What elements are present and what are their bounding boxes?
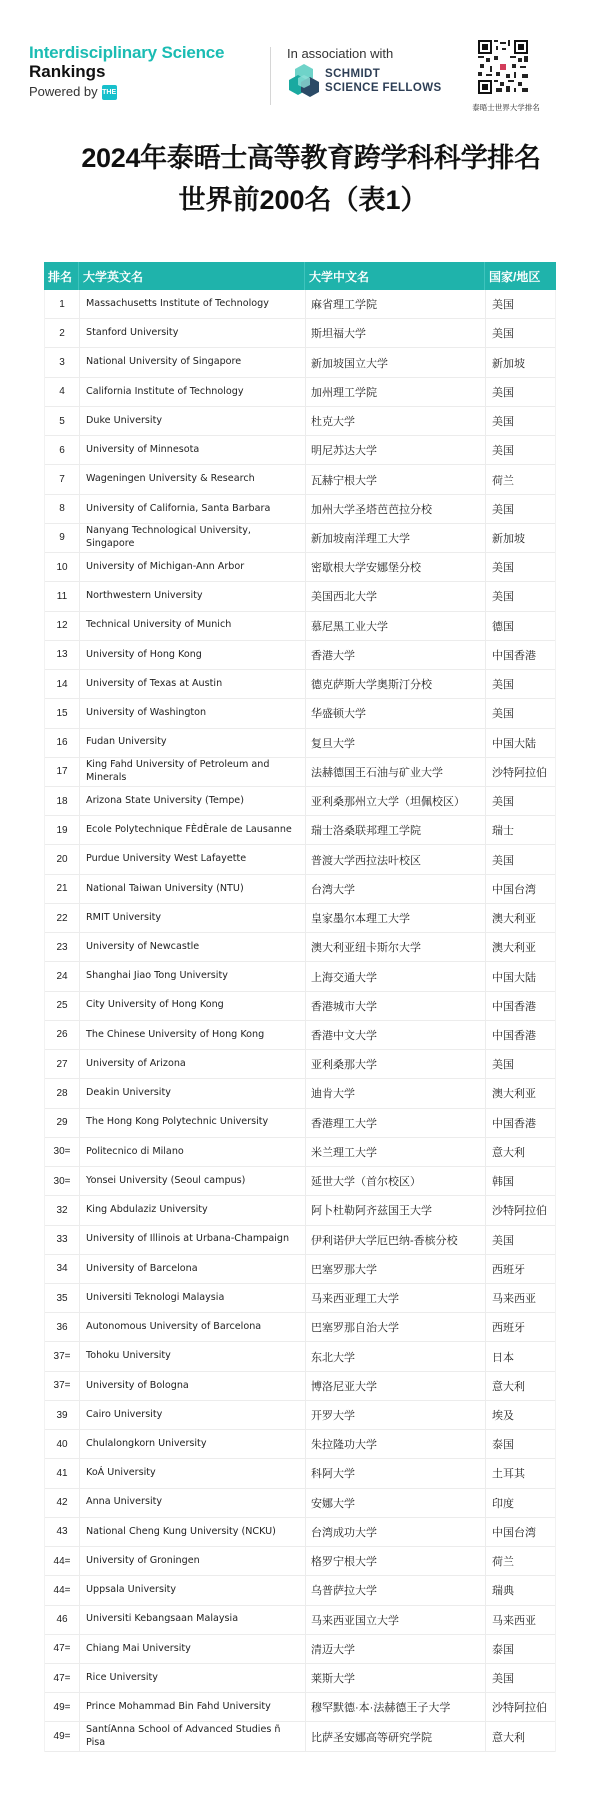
country-cell: 荷兰 (492, 474, 514, 487)
isr-logo (29, 43, 224, 102)
rank-cell: 26 (45, 1021, 80, 1049)
english-name-cell: University of Hong Kong (80, 641, 306, 669)
rank-cell: 37= (45, 1372, 80, 1400)
chinese-name-cell: 上海交通大学 (306, 962, 486, 990)
ssf-line2: SCIENCE FELLOWS (325, 82, 442, 94)
english-name-cell: University of Michigan-Ann Arbor (80, 553, 306, 581)
english-name-cell: University of Newcastle (80, 933, 306, 961)
rank-cell: 10 (45, 553, 80, 581)
rank-cell: 21 (45, 875, 80, 903)
table-row (45, 787, 555, 816)
rank-cell: 20 (45, 845, 80, 873)
hexagon-cubes-icon (289, 63, 319, 99)
chinese-name-cell: 开罗大学 (306, 1401, 486, 1429)
rankings-table (44, 262, 556, 1752)
english-name-cell: University of Washington (80, 699, 306, 727)
table-row (45, 1518, 555, 1547)
rank-cell: 16 (45, 729, 80, 757)
country-cell: 美国 (492, 854, 514, 867)
english-name-cell: Anna University (80, 1489, 306, 1517)
rank-cell: 2 (45, 319, 80, 347)
country-cell: 美国 (492, 796, 514, 809)
header-chinese-name: 大学中文名 (305, 262, 485, 290)
country-cell: 马来西亚 (492, 1614, 536, 1627)
table-row (45, 1547, 555, 1576)
english-name-cell: Cairo University (80, 1401, 306, 1429)
country-cell: 美国 (492, 328, 514, 341)
english-name-cell: RMIT University (80, 904, 306, 932)
chinese-name-cell: 马来西亚国立大学 (306, 1606, 486, 1634)
chinese-name-cell: 比萨圣安娜高等研究学院 (306, 1722, 486, 1750)
isr-title-line1: Interdisciplinary Science (29, 43, 225, 62)
table-row (45, 1693, 555, 1722)
table-row (45, 1196, 555, 1225)
table-row (45, 1635, 555, 1664)
country-cell: 澳大利亚 (492, 1088, 536, 1101)
rank-cell: 15 (45, 699, 80, 727)
table-row (45, 962, 555, 991)
table-body (44, 290, 556, 1752)
english-name-cell: KoÁ University (80, 1459, 306, 1487)
table-row (45, 1255, 555, 1284)
country-cell: 美国 (492, 445, 514, 458)
country-cell: 美国 (492, 562, 514, 575)
country-cell: 瑞典 (492, 1585, 514, 1598)
chinese-name-cell: 加州大学圣塔芭芭拉分校 (306, 495, 486, 523)
rank-cell: 18 (45, 787, 80, 815)
country-cell: 土耳其 (492, 1468, 525, 1481)
table-row (45, 1722, 555, 1751)
chinese-name-cell: 穆罕默德·本·法赫德王子大学 (306, 1693, 486, 1721)
english-name-cell: University of Minnesota (80, 436, 306, 464)
rank-cell: 9 (45, 524, 80, 552)
rank-cell: 28 (45, 1079, 80, 1107)
header-rank: 排名 (44, 262, 79, 290)
chinese-name-cell: 明尼苏达大学 (306, 436, 486, 464)
table-row (45, 729, 555, 758)
country-cell: 日本 (492, 1351, 514, 1364)
country-cell: 中国台湾 (492, 883, 536, 896)
rank-cell: 22 (45, 904, 80, 932)
table-row (45, 1138, 555, 1167)
chinese-name-cell: 东北大学 (306, 1342, 486, 1370)
english-name-cell: SantíAnna School of Advanced Studies ñ Pisa (80, 1722, 306, 1750)
country-cell: 中国香港 (492, 1000, 536, 1013)
table-row (45, 1606, 555, 1635)
rank-cell: 35 (45, 1284, 80, 1312)
english-name-cell: Wageningen University & Research (80, 465, 306, 493)
rank-cell: 29 (45, 1109, 80, 1137)
english-name-cell: National Taiwan University (NTU) (80, 875, 306, 903)
table-row (45, 465, 555, 494)
rank-cell: 33 (45, 1226, 80, 1254)
english-name-cell: Politecnico di Milano (80, 1138, 306, 1166)
country-cell: 埃及 (492, 1410, 514, 1423)
country-cell: 澳大利亚 (492, 913, 536, 926)
chinese-name-cell: 阿卜杜勒阿齐兹国王大学 (306, 1196, 486, 1224)
chinese-name-cell: 瓦赫宁根大学 (306, 465, 486, 493)
english-name-cell: The Hong Kong Polytechnic University (80, 1109, 306, 1137)
chinese-name-cell: 新加坡国立大学 (306, 348, 486, 376)
rank-cell: 46 (45, 1606, 80, 1634)
country-cell: 中国台湾 (492, 1526, 536, 1539)
country-cell: 美国 (492, 1059, 514, 1072)
country-cell: 美国 (492, 503, 514, 516)
country-cell: 中国香港 (492, 1117, 536, 1130)
table-row (45, 1226, 555, 1255)
chinese-name-cell: 杜克大学 (306, 407, 486, 435)
rank-cell: 23 (45, 933, 80, 961)
rank-cell: 8 (45, 495, 80, 523)
rank-cell: 11 (45, 582, 80, 610)
country-cell: 中国香港 (492, 649, 536, 662)
chinese-name-cell: 香港理工大学 (306, 1109, 486, 1137)
english-name-cell: University of Barcelona (80, 1255, 306, 1283)
table-row (45, 524, 555, 553)
rank-cell: 27 (45, 1050, 80, 1078)
english-name-cell: Uppsala University (80, 1576, 306, 1604)
country-cell: 美国 (492, 416, 514, 429)
table-row (45, 378, 555, 407)
english-name-cell: University of Texas at Austin (80, 670, 306, 698)
chinese-name-cell: 巴塞罗那大学 (306, 1255, 486, 1283)
chinese-name-cell: 亚利桑那大学 (306, 1050, 486, 1078)
english-name-cell: Deakin University (80, 1079, 306, 1107)
chinese-name-cell: 格罗宁根大学 (306, 1547, 486, 1575)
chinese-name-cell: 香港中文大学 (306, 1021, 486, 1049)
rank-cell: 42 (45, 1489, 80, 1517)
schmidt-science-fellows-logo (289, 63, 442, 99)
english-name-cell: Tohoku University (80, 1342, 306, 1370)
chinese-name-cell: 新加坡南洋理工大学 (306, 524, 486, 552)
rank-cell: 4 (45, 378, 80, 406)
chinese-name-cell: 乌普萨拉大学 (306, 1576, 486, 1604)
rank-cell: 47= (45, 1635, 80, 1663)
chinese-name-cell: 台湾大学 (306, 875, 486, 903)
association-label: In association with (287, 46, 394, 61)
rank-cell: 39 (45, 1401, 80, 1429)
table-row (45, 1021, 555, 1050)
english-name-cell: University of California, Santa Barbara (80, 495, 306, 523)
table-row (45, 904, 555, 933)
country-cell: 美国 (492, 386, 514, 399)
country-cell: 美国 (492, 708, 514, 721)
country-cell: 泰国 (492, 1439, 514, 1452)
rank-cell: 34 (45, 1255, 80, 1283)
powered-by (29, 82, 224, 102)
english-name-cell: Massachusetts Institute of Technology (80, 290, 306, 318)
country-cell: 韩国 (492, 1176, 514, 1189)
country-cell: 美国 (492, 1234, 514, 1247)
english-name-cell: University of Bologna (80, 1372, 306, 1400)
country-cell: 德国 (492, 620, 514, 633)
table-row (45, 1576, 555, 1605)
english-name-cell: Purdue University West Lafayette (80, 845, 306, 873)
chinese-name-cell: 朱拉隆功大学 (306, 1430, 486, 1458)
chinese-name-cell: 伊利诺伊大学厄巴纳-香槟分校 (306, 1226, 486, 1254)
table-row (45, 612, 555, 641)
english-name-cell: Universiti Kebangsaan Malaysia (80, 1606, 306, 1634)
page-title (0, 138, 600, 220)
country-cell: 美国 (492, 299, 514, 312)
chinese-name-cell: 美国西北大学 (306, 582, 486, 610)
table-row (45, 992, 555, 1021)
country-cell: 新加坡 (492, 532, 525, 545)
table-row (45, 1167, 555, 1196)
country-cell: 意大利 (492, 1731, 525, 1744)
table-row (45, 436, 555, 465)
country-cell: 印度 (492, 1497, 514, 1510)
country-cell: 中国大陆 (492, 737, 536, 750)
table-row (45, 1372, 555, 1401)
chinese-name-cell: 台湾成功大学 (306, 1518, 486, 1546)
table-row (45, 1401, 555, 1430)
chinese-name-cell: 米兰理工大学 (306, 1138, 486, 1166)
isr-title-line2: Rankings (29, 62, 106, 81)
chinese-name-cell: 复旦大学 (306, 729, 486, 757)
table-row (45, 1284, 555, 1313)
rank-cell: 49= (45, 1693, 80, 1721)
rank-cell: 47= (45, 1664, 80, 1692)
english-name-cell: Autonomous University of Barcelona (80, 1313, 306, 1341)
english-name-cell: Nanyang Technological University, Singapore (80, 524, 306, 552)
english-name-cell: Prince Mohammad Bin Fahd University (80, 1693, 306, 1721)
rank-cell: 49= (45, 1722, 80, 1750)
rank-cell: 13 (45, 641, 80, 669)
chinese-name-cell: 慕尼黑工业大学 (306, 612, 486, 640)
header-banner (0, 0, 600, 120)
table-row (45, 582, 555, 611)
chinese-name-cell: 香港城市大学 (306, 992, 486, 1020)
table-row (45, 1459, 555, 1488)
rank-cell: 37= (45, 1342, 80, 1370)
rank-cell: 40 (45, 1430, 80, 1458)
english-name-cell: Chiang Mai University (80, 1635, 306, 1663)
english-name-cell: Chulalongkorn University (80, 1430, 306, 1458)
rank-cell: 44= (45, 1547, 80, 1575)
table-row (45, 1109, 555, 1138)
table-row (45, 407, 555, 436)
chinese-name-cell: 延世大学（首尔校区） (306, 1167, 486, 1195)
english-name-cell: National University of Singapore (80, 348, 306, 376)
country-cell: 澳大利亚 (492, 942, 536, 955)
country-cell: 泰国 (492, 1643, 514, 1656)
rank-cell: 5 (45, 407, 80, 435)
country-cell: 美国 (492, 679, 514, 692)
country-cell: 荷兰 (492, 1556, 514, 1569)
chinese-name-cell: 亚利桑那州立大学（坦佩校区） (306, 787, 486, 815)
chinese-name-cell: 德克萨斯大学奥斯汀分校 (306, 670, 486, 698)
chinese-name-cell: 马来西亚理工大学 (306, 1284, 486, 1312)
table-row (45, 1050, 555, 1079)
rank-cell: 30= (45, 1167, 80, 1195)
chinese-name-cell: 法赫德国王石油与矿业大学 (306, 758, 486, 786)
english-name-cell: Stanford University (80, 319, 306, 347)
rank-cell: 1 (45, 290, 80, 318)
country-cell: 新加坡 (492, 357, 525, 370)
table-row (45, 495, 555, 524)
country-cell: 西班牙 (492, 1322, 525, 1335)
country-cell: 中国大陆 (492, 971, 536, 984)
country-cell: 瑞士 (492, 825, 514, 838)
table-row (45, 875, 555, 904)
english-name-cell: City University of Hong Kong (80, 992, 306, 1020)
english-name-cell: California Institute of Technology (80, 378, 306, 406)
chinese-name-cell: 科阿大学 (306, 1459, 486, 1487)
chinese-name-cell: 华盛顿大学 (306, 699, 486, 727)
rank-cell: 25 (45, 992, 80, 1020)
chinese-name-cell: 迪肯大学 (306, 1079, 486, 1107)
rank-cell: 32 (45, 1196, 80, 1224)
rank-cell: 43 (45, 1518, 80, 1546)
table-row (45, 348, 555, 377)
chinese-name-cell: 巴塞罗那自治大学 (306, 1313, 486, 1341)
english-name-cell: Yonsei University (Seoul campus) (80, 1167, 306, 1195)
table-row (45, 1313, 555, 1342)
english-name-cell: Technical University of Munich (80, 612, 306, 640)
qr-caption: 泰晤士世界大学排名 (472, 103, 540, 112)
table-row (45, 1079, 555, 1108)
country-cell: 意大利 (492, 1146, 525, 1159)
chinese-name-cell: 普渡大学西拉法叶校区 (306, 845, 486, 873)
table-row (45, 1489, 555, 1518)
the-logo-icon: THE (102, 85, 117, 100)
rank-cell: 6 (45, 436, 80, 464)
english-name-cell: King Fahd University of Petroleum and Minerals (80, 758, 306, 786)
english-name-cell: University of Arizona (80, 1050, 306, 1078)
country-cell: 沙特阿拉伯 (492, 1702, 547, 1715)
rank-cell: 14 (45, 670, 80, 698)
header-english-name: 大学英文名 (79, 262, 305, 290)
qr-code-icon[interactable] (478, 40, 528, 94)
table-row (45, 1342, 555, 1371)
rank-cell: 44= (45, 1576, 80, 1604)
chinese-name-cell: 加州理工学院 (306, 378, 486, 406)
country-cell: 美国 (492, 591, 514, 604)
chinese-name-cell: 莱斯大学 (306, 1664, 486, 1692)
table-row (45, 1664, 555, 1693)
chinese-name-cell: 密歇根大学安娜堡分校 (306, 553, 486, 581)
rank-cell: 41 (45, 1459, 80, 1487)
table-row (45, 553, 555, 582)
ssf-line1: SCHMIDT (325, 68, 381, 80)
country-cell: 沙特阿拉伯 (492, 766, 547, 779)
english-name-cell: Shanghai Jiao Tong University (80, 962, 306, 990)
table-row (45, 1430, 555, 1459)
english-name-cell: Duke University (80, 407, 306, 435)
rank-cell: 19 (45, 816, 80, 844)
chinese-name-cell: 博洛尼亚大学 (306, 1372, 486, 1400)
chinese-name-cell: 安娜大学 (306, 1489, 486, 1517)
title-line1: 2024年泰晤士高等教育跨学科科学排名 (81, 143, 541, 173)
chinese-name-cell: 斯坦福大学 (306, 319, 486, 347)
rank-cell: 7 (45, 465, 80, 493)
country-cell: 马来西亚 (492, 1293, 536, 1306)
rank-cell: 3 (45, 348, 80, 376)
chinese-name-cell: 瑞士洛桑联邦理工学院 (306, 816, 486, 844)
chinese-name-cell: 麻省理工学院 (306, 290, 486, 318)
header-country: 国家/地区 (489, 269, 541, 284)
table-row (45, 933, 555, 962)
powered-by-label: Powered by (29, 84, 98, 99)
country-cell: 美国 (492, 1673, 514, 1686)
title-line2: 世界前200名（表1） (178, 185, 428, 215)
english-name-cell: Fudan University (80, 729, 306, 757)
country-cell: 沙特阿拉伯 (492, 1205, 547, 1218)
table-row (45, 641, 555, 670)
table-row (45, 670, 555, 699)
chinese-name-cell: 香港大学 (306, 641, 486, 669)
english-name-cell: Ecole Polytechnique FÈdÈrale de Lausanne (80, 816, 306, 844)
chinese-name-cell: 皇家墨尔本理工大学 (306, 904, 486, 932)
english-name-cell: Northwestern University (80, 582, 306, 610)
english-name-cell: National Cheng Kung University (NCKU) (80, 1518, 306, 1546)
country-cell: 意大利 (492, 1380, 525, 1393)
table-row (45, 758, 555, 787)
chinese-name-cell: 清迈大学 (306, 1635, 486, 1663)
table-row (45, 290, 555, 319)
english-name-cell: Rice University (80, 1664, 306, 1692)
country-cell: 西班牙 (492, 1263, 525, 1276)
rank-cell: 36 (45, 1313, 80, 1341)
english-name-cell: Universiti Teknologi Malaysia (80, 1284, 306, 1312)
english-name-cell: The Chinese University of Hong Kong (80, 1021, 306, 1049)
english-name-cell: King Abdulaziz University (80, 1196, 306, 1224)
english-name-cell: University of Illinois at Urbana-Champaign (80, 1226, 306, 1254)
logo-divider (270, 47, 271, 105)
rank-cell: 17 (45, 758, 80, 786)
table-header (44, 262, 556, 290)
english-name-cell: Arizona State University (Tempe) (80, 787, 306, 815)
table-row (45, 816, 555, 845)
chinese-name-cell: 澳大利亚纽卡斯尔大学 (306, 933, 486, 961)
rank-cell: 30= (45, 1138, 80, 1166)
rank-cell: 24 (45, 962, 80, 990)
rank-cell: 12 (45, 612, 80, 640)
country-cell: 中国香港 (492, 1029, 536, 1042)
table-row (45, 845, 555, 874)
table-row (45, 319, 555, 348)
table-row (45, 699, 555, 728)
english-name-cell: University of Groningen (80, 1547, 306, 1575)
